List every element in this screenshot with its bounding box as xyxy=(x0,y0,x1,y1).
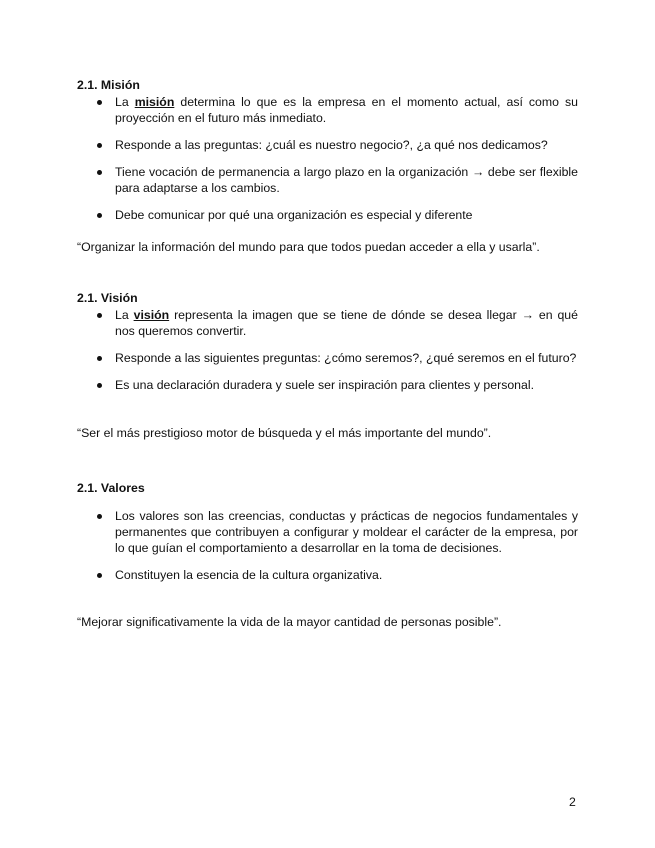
page-number: 2 xyxy=(569,795,576,809)
list-item: Responde a las preguntas: ¿cuál es nuestro negocio?, ¿a qué nos dedicamos? xyxy=(0,137,578,153)
list-valores xyxy=(0,508,578,594)
quote-vision: “Ser el más prestigioso motor de búsqueda y el más importante del mundo”. xyxy=(77,426,492,440)
list-item: La visión representa la imagen que se tiene de dónde se desea llegar → en qué nos queremos convertir. xyxy=(0,307,578,339)
quote-mision: “Organizar la información del mundo para que todos puedan acceder a ella y usarla”. xyxy=(77,240,540,254)
list-item: Es una declaración duradera y suele ser inspiración para clientes y personal. xyxy=(0,377,578,393)
list-item: Constituyen la esencia de la cultura organizativa. xyxy=(0,567,578,583)
list-item: La misión determina lo que es la empresa en el momento actual, así como su proyección en el futuro más inmediato. xyxy=(0,94,578,126)
keyword-mision: misión xyxy=(134,95,175,109)
heading-mision: 2.1. Misión xyxy=(77,78,140,92)
list-item: Tiene vocación de permanencia a largo plazo en la organización → debe ser flexible para adaptarse a los cambios. xyxy=(0,164,578,196)
list-mision xyxy=(0,94,578,234)
list-vision xyxy=(0,307,578,404)
heading-valores: 2.1. Valores xyxy=(77,481,145,495)
quote-valores: “Mejorar significativamente la vida de la mayor cantidad de personas posible”. xyxy=(77,615,502,629)
heading-vision: 2.1. Visión xyxy=(77,291,138,305)
list-item: Debe comunicar por qué una organización es especial y diferente xyxy=(0,207,578,223)
list-item: Responde a las siguientes preguntas: ¿cómo seremos?, ¿qué seremos en el futuro? xyxy=(0,350,578,366)
keyword-vision: visión xyxy=(133,308,170,322)
list-item: Los valores son las creencias, conductas y prácticas de negocios fundamentales y permanentes que contribuyen a configurar y moldear el carácter de la empresa, por lo que guían el comportamiento a desarrollar en la toma de decisiones. xyxy=(0,508,578,556)
